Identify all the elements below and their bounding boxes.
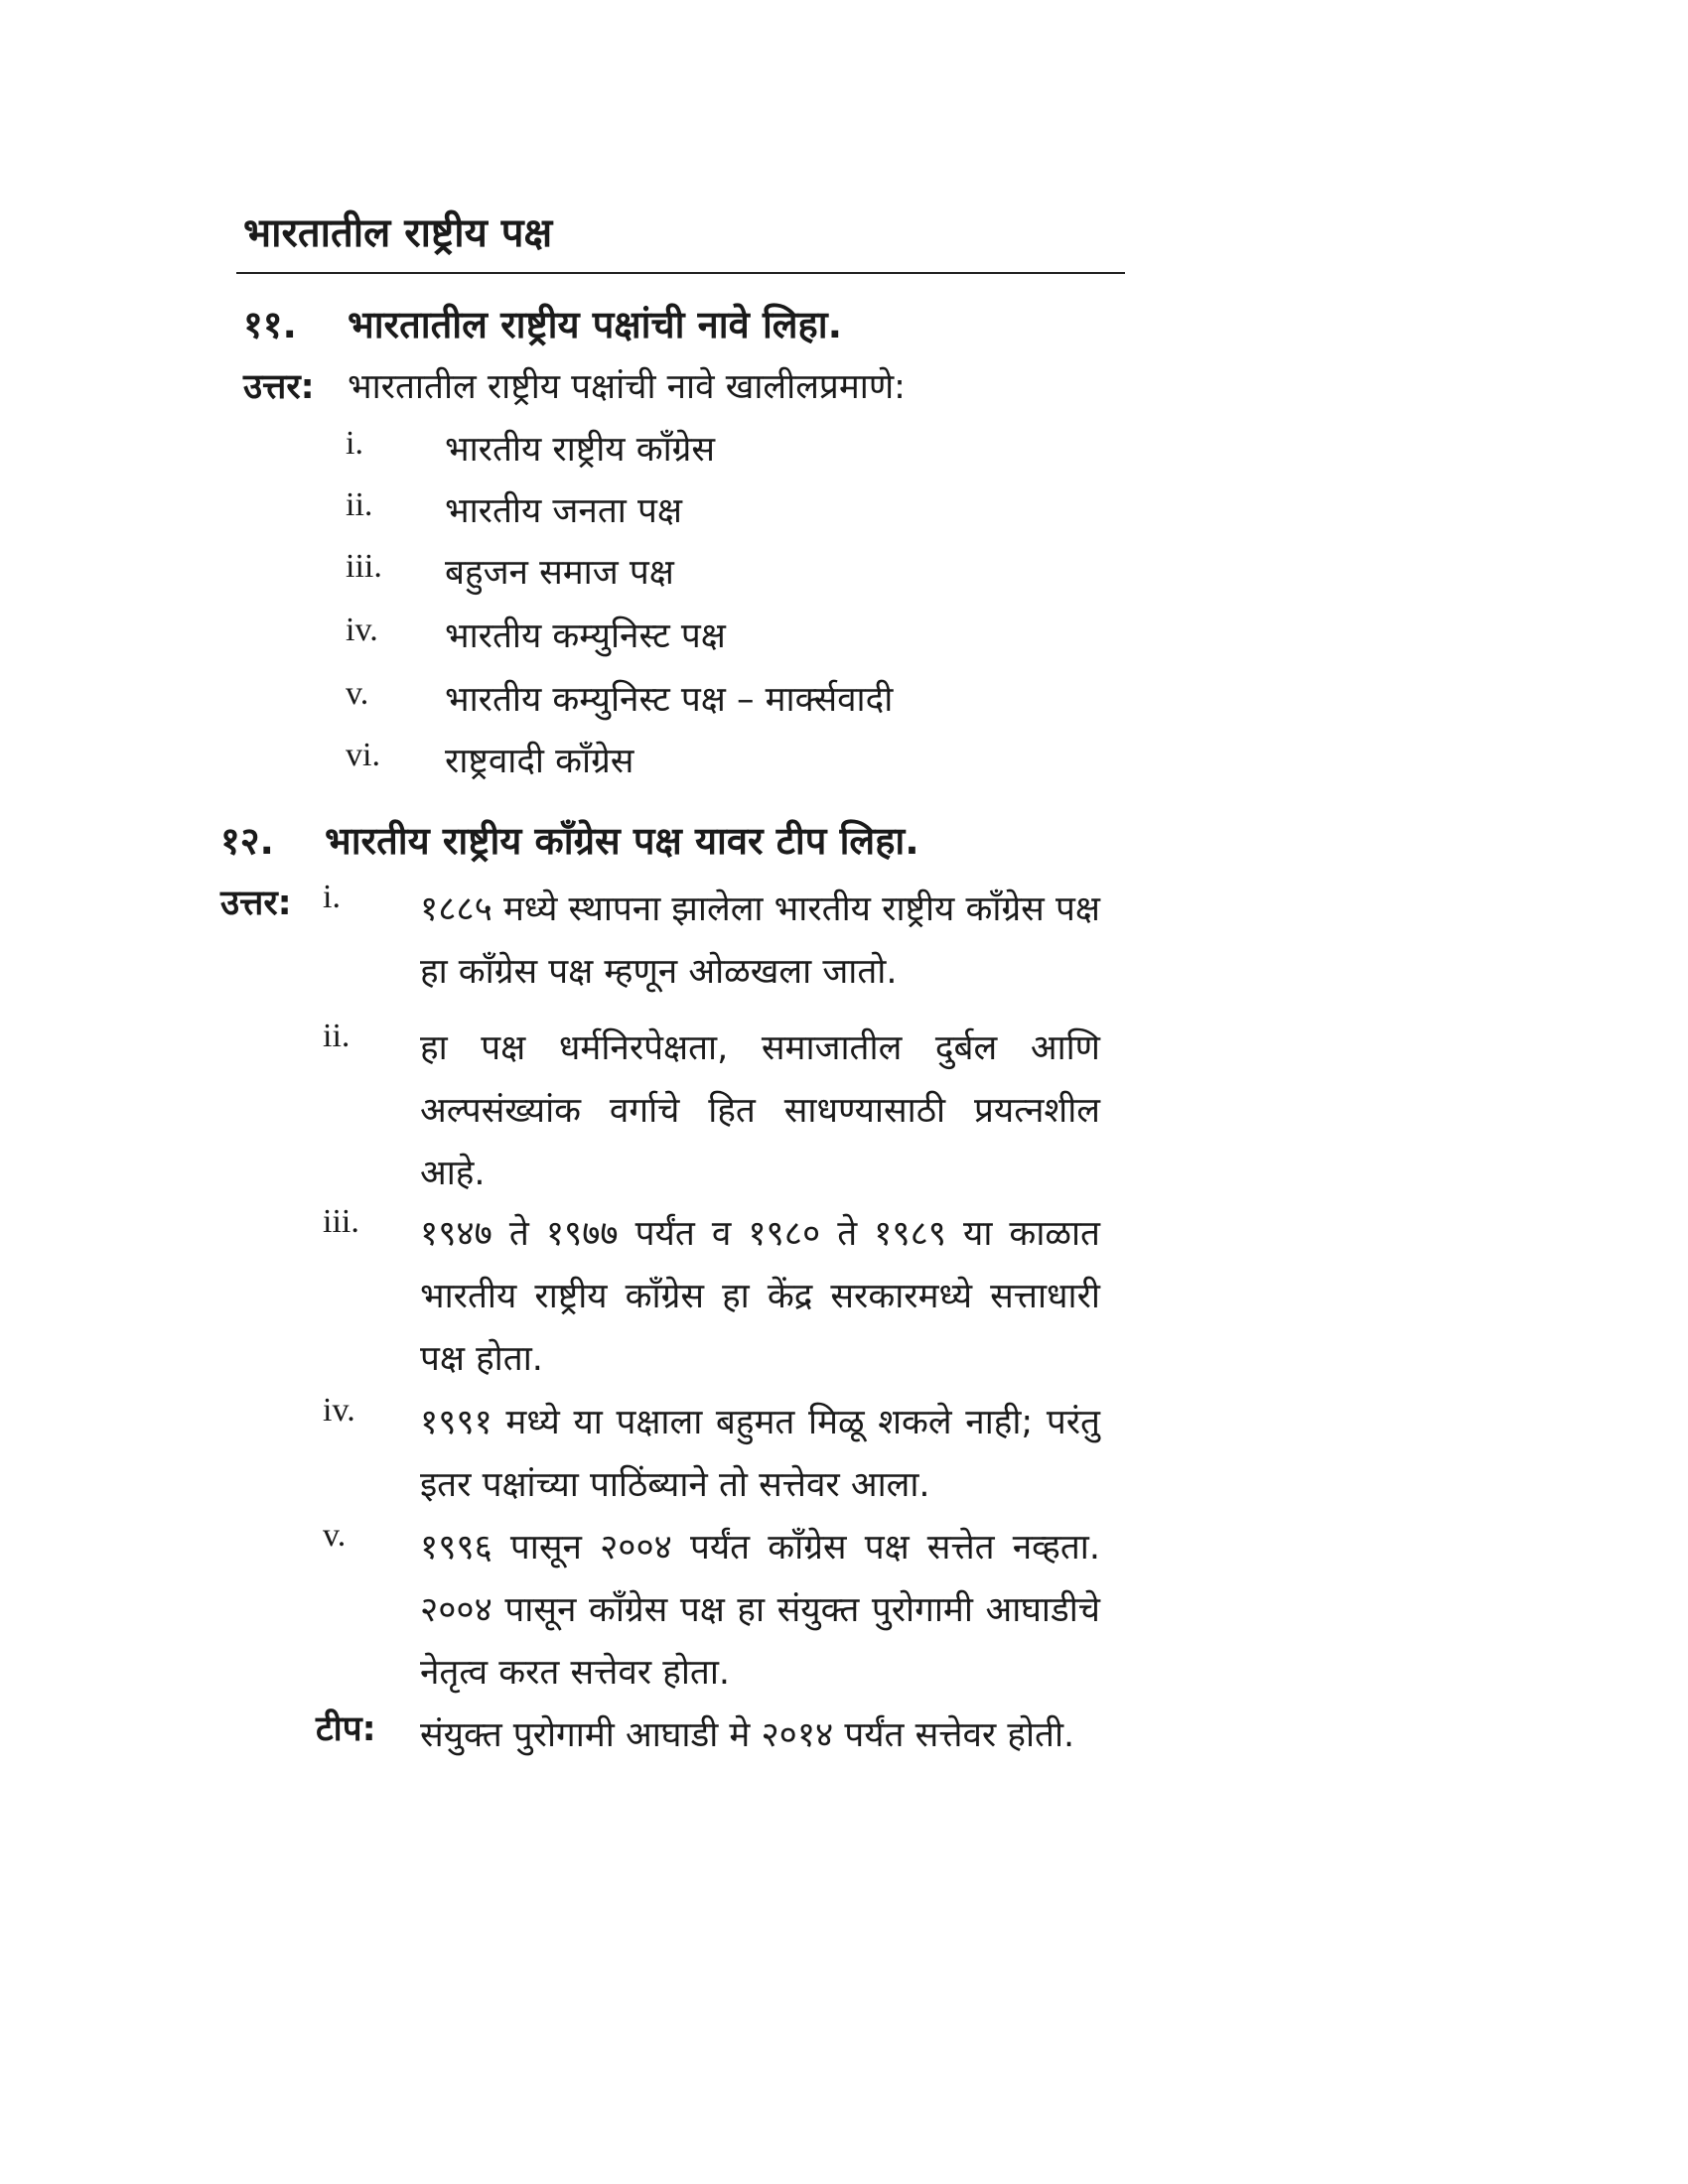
- answer-label: उत्तर:: [220, 884, 292, 923]
- list-numeral: ii.: [346, 486, 373, 523]
- list-item-text: बहुजन समाज पक्ष: [445, 553, 674, 593]
- point-numeral: v.: [323, 1517, 347, 1554]
- list-numeral: vi.: [346, 737, 380, 773]
- list-numeral: iv.: [346, 612, 378, 648]
- point-text: १८८५ मध्ये स्थापना झालेला भारतीय राष्ट्रीय कॉंग्रेस पक्ष हा कॉंग्रेस पक्ष म्हणून ओळखला जातो.: [420, 889, 1100, 992]
- list-item-text: भारतीय कम्युनिस्ट पक्ष – मार्क्सवादी: [445, 680, 894, 720]
- question-number: ११.: [243, 303, 297, 346]
- title-underline: [236, 272, 1125, 274]
- point-text: १९९१ मध्ये या पक्षाला बहुमत मिळू शकले नाही; परंतु इतर पक्षांच्या पाठिंब्याने तो सत्तेवर आला.: [420, 1403, 1100, 1505]
- point-numeral: i.: [323, 879, 341, 915]
- answer-label: उत्तर:: [243, 367, 315, 407]
- point-numeral: iv.: [323, 1392, 355, 1429]
- note-label: टीप:: [316, 1709, 376, 1749]
- note-text: संयुक्त पुरोगामी आघाडी मे २०१४ पर्यंत सत्तेवर होती.: [420, 1715, 1075, 1755]
- list-item-text: भारतीय राष्ट्रीय कॉंग्रेस: [445, 430, 716, 470]
- point-text: १९९६ पासून २००४ पर्यंत कॉंग्रेस पक्ष सत्तेत नव्हता. २००४ पासून कॉंग्रेस पक्ष हा संयुक्त पुरोगामी आघाडीचे नेतृत्व करत सत्तेवर होता.: [420, 1528, 1100, 1693]
- list-item-text: भारतीय जनता पक्ष: [445, 491, 682, 531]
- point-numeral: iii.: [323, 1203, 359, 1240]
- list-numeral: v.: [346, 675, 369, 712]
- list-item-text: राष्ट्रवादी कॉंग्रेस: [445, 742, 634, 781]
- question-number: १२.: [220, 819, 274, 863]
- point-text: हा पक्ष धर्मनिरपेक्षता, समाजातील दुर्बल आणि अल्पसंख्यांक वर्गाचे हित साधण्यासाठी प्रयत्नशील आहे.: [420, 1028, 1100, 1193]
- answer-intro: भारतातील राष्ट्रीय पक्षांची नावे खालीलप्रमाणे:: [348, 367, 906, 407]
- section-title: भारतातील राष्ट्रीय पक्ष: [243, 210, 553, 256]
- list-numeral: i.: [346, 425, 363, 462]
- list-numeral: iii.: [346, 548, 382, 585]
- point-numeral: ii.: [323, 1018, 351, 1054]
- point-text: १९४७ ते १९७७ पर्यंत व १९८० ते १९८९ या काळात भारतीय राष्ट्रीय कॉंग्रेस हा केंद्र सरकारमध्ये सत्ताधारी पक्ष होता.: [420, 1214, 1100, 1379]
- question-text: भारतीय राष्ट्रीय कॉंग्रेस पक्ष यावर टीप लिहा.: [325, 819, 919, 863]
- question-text: भारतातील राष्ट्रीय पक्षांची नावे लिहा.: [348, 303, 843, 346]
- list-item-text: भारतीय कम्युनिस्ट पक्ष: [445, 616, 726, 656]
